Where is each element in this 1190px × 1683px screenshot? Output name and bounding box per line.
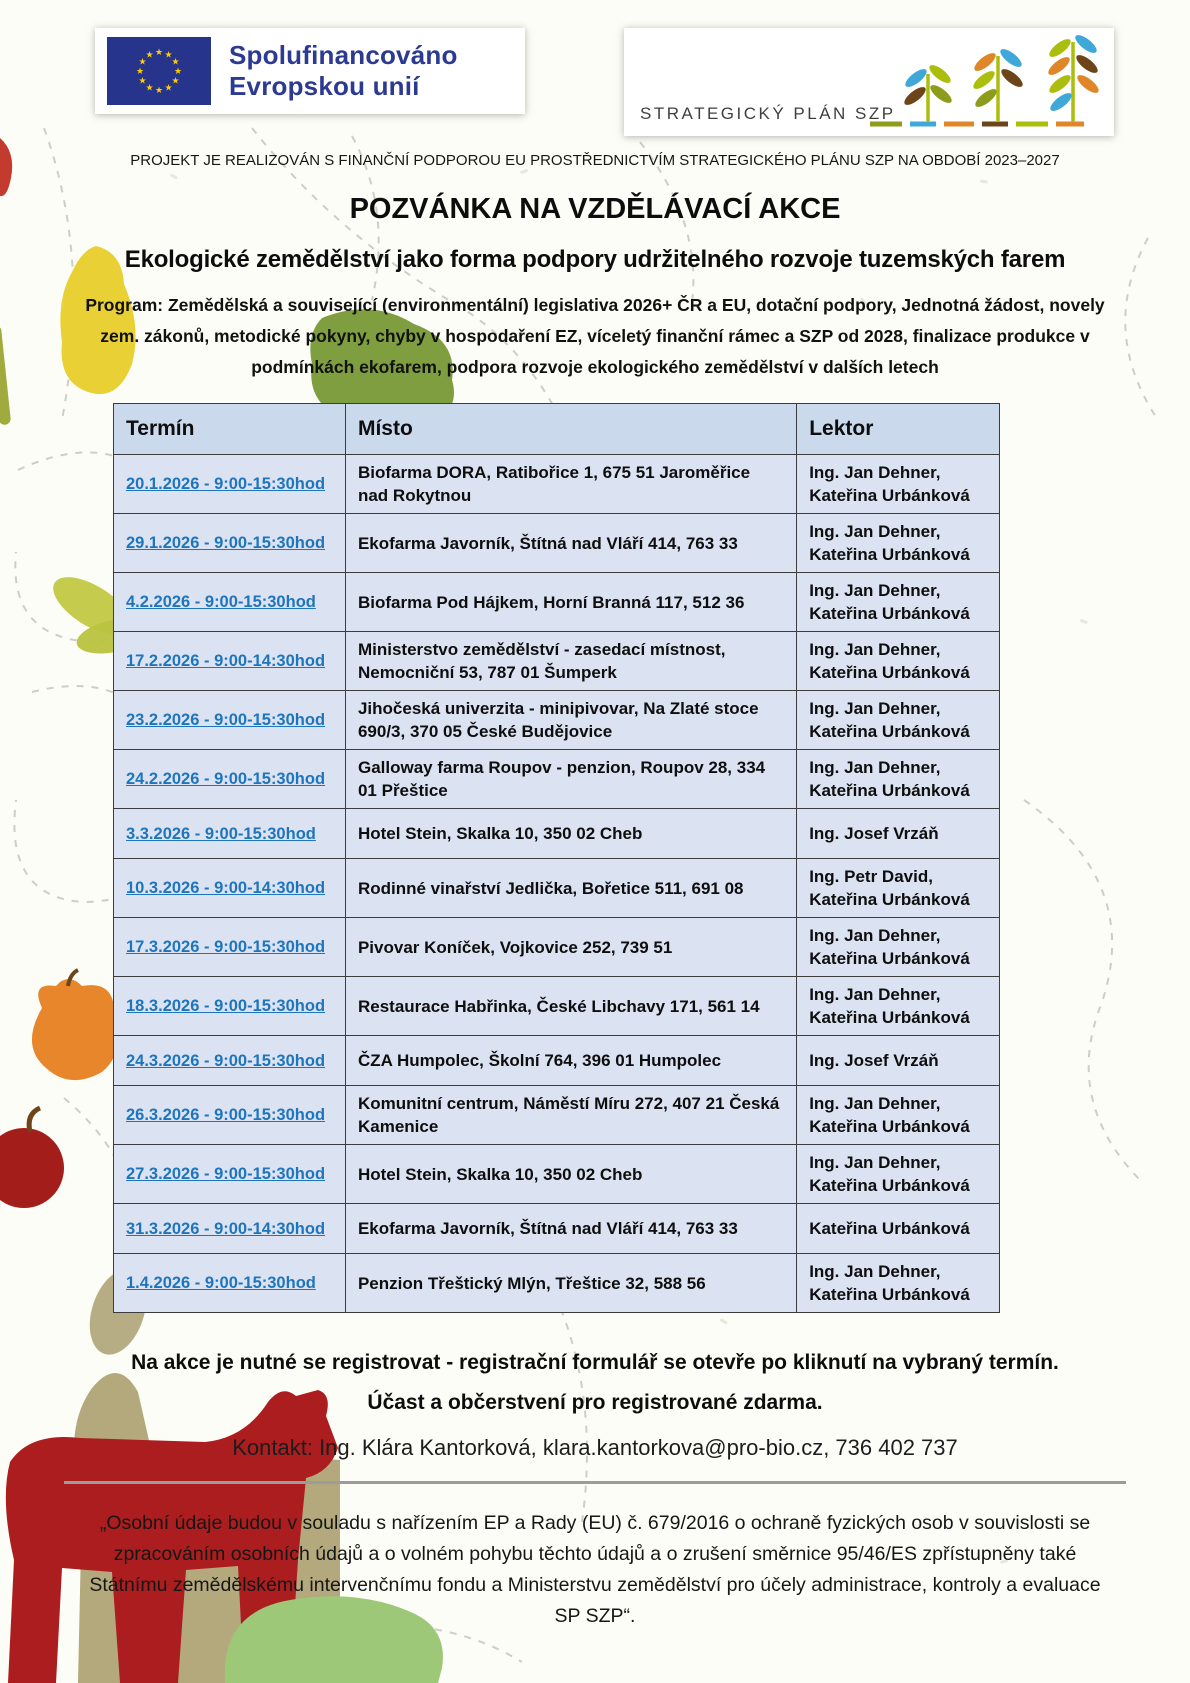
table-row: [114, 455, 1000, 514]
termin-link[interactable]: 10.3.2026 - 9:00-14:30hod: [126, 879, 326, 897]
szp-logo-label: STRATEGICKÝ PLÁN SZP: [640, 104, 896, 123]
table-row: [114, 1204, 1000, 1254]
registration-note: [0, 1343, 1190, 1423]
eu-flag-icon: [107, 37, 211, 105]
misto-cell: Pivovar Koníček, Vojkovice 252, 739 51: [345, 918, 796, 977]
misto-cell: Rodinné vinařství Jedlička, Bořetice 511, 691 08: [345, 859, 796, 918]
misto-cell: Ekofarma Javorník, Štítná nad Vláří 414, 763 33: [345, 514, 796, 573]
lektor-cell: Ing. Jan Dehner, Kateřina Urbánková: [797, 977, 1000, 1036]
szp-logo: [624, 28, 1114, 136]
misto-cell: Hotel Stein, Skalka 10, 350 02 Cheb: [345, 1145, 796, 1204]
misto-cell: Ministerstvo zemědělství - zasedací místnost, Nemocniční 53, 787 01 Šumperk: [345, 632, 796, 691]
svg-text:★: ★: [138, 76, 147, 87]
termin-cell: [114, 918, 346, 977]
table-row: [114, 1145, 1000, 1204]
lektor-cell: Ing. Josef Vrzáň: [797, 809, 1000, 859]
svg-text:★: ★: [164, 83, 173, 94]
table-row: [114, 1254, 1000, 1313]
szp-plants-icon: [868, 34, 1108, 130]
termin-link[interactable]: 27.3.2026 - 9:00-15:30hod: [126, 1165, 326, 1183]
termin-link[interactable]: 23.2.2026 - 9:00-15:30hod: [126, 711, 326, 729]
lektor-cell: Ing. Jan Dehner, Kateřina Urbánková: [797, 632, 1000, 691]
schedule-body: [114, 455, 1000, 1313]
eu-logo-line1: Spolufinancováno: [229, 40, 458, 70]
svg-text:★: ★: [171, 76, 180, 87]
column-header-termin: Termín: [114, 404, 346, 455]
svg-text:★: ★: [145, 83, 154, 94]
termin-cell: [114, 750, 346, 809]
page-subtitle: Ekologické zemědělství jako forma podpory udržitelného rozvoje tuzemských farem: [124, 246, 1066, 273]
registration-note-line2: Účast a občerstvení pro registrované zdarma.: [367, 1391, 823, 1414]
table-row: [114, 573, 1000, 632]
registration-note-line1: Na akce je nutné se registrovat - registrační formulář se otevře po kliknutí na vybraný termín.: [131, 1351, 1059, 1374]
lektor-cell: Kateřina Urbánková: [797, 1204, 1000, 1254]
termin-cell: [114, 1254, 346, 1313]
svg-text:★: ★: [138, 57, 147, 68]
column-header-misto: Místo: [345, 404, 796, 455]
lektor-cell: Ing. Jan Dehner, Kateřina Urbánková: [797, 1145, 1000, 1204]
termin-link[interactable]: 17.3.2026 - 9:00-15:30hod: [126, 938, 326, 956]
lektor-cell: Ing. Jan Dehner, Kateřina Urbánková: [797, 691, 1000, 750]
misto-cell: ČZA Humpolec, Školní 764, 396 01 Humpolec: [345, 1036, 796, 1086]
project-funding-note: PROJEKT JE REALIZOVÁN S FINANČNÍ PODPOROU EU PROSTŘEDNICTVÍM STRATEGICKÉHO PLÁNU SZP NA OBDOBÍ 2023–2027: [130, 152, 1060, 169]
termin-cell: [114, 691, 346, 750]
termin-link[interactable]: 4.2.2026 - 9:00-15:30hod: [126, 593, 316, 611]
misto-cell: Galloway farma Roupov - penzion, Roupov 28, 334 01 Přeštice: [345, 750, 796, 809]
termin-cell: [114, 573, 346, 632]
svg-text:★: ★: [173, 67, 183, 77]
termin-link[interactable]: 26.3.2026 - 9:00-15:30hod: [126, 1106, 326, 1124]
misto-cell: Hotel Stein, Skalka 10, 350 02 Cheb: [345, 809, 796, 859]
svg-text:★: ★: [171, 57, 180, 68]
lektor-cell: Ing. Jan Dehner, Kateřina Urbánková: [797, 573, 1000, 632]
termin-cell: [114, 809, 346, 859]
eu-logo-line2: Evropskou unií: [229, 71, 420, 101]
table-row: [114, 691, 1000, 750]
table-row: [114, 750, 1000, 809]
svg-text:★: ★: [135, 67, 145, 77]
termin-cell: [114, 1145, 346, 1204]
termin-link[interactable]: 17.2.2026 - 9:00-14:30hod: [126, 652, 326, 670]
lektor-cell: Ing. Jan Dehner, Kateřina Urbánková: [797, 514, 1000, 573]
misto-cell: Restaurace Habřinka, České Libchavy 171, 561 14: [345, 977, 796, 1036]
legal-text: „Osobní údaje budou v souladu s nařízením EP a Rady (EU) č. 679/2016 o ochraně fyzických osob v souvislosti se zpracováním osobních údajů a o volném pohybu těchto údajů a o zrušení směrnice 95/46/ES zpřístupněny také Státnímu zemědělskému intervenčnímu fondu a Ministerstvu zemědělství pro účely administrace, kontroly a evaluace SP SZP“.: [89, 1512, 1101, 1627]
page-title: POZVÁNKA NA VZDĚLÁVACÍ AKCE: [349, 193, 841, 225]
table-row: [114, 1036, 1000, 1086]
table-row: [114, 918, 1000, 977]
misto-cell: Jihočeská univerzita - minipivovar, Na Zlaté stoce 690/3, 370 05 České Budějovice: [345, 691, 796, 750]
termin-cell: [114, 977, 346, 1036]
lektor-cell: Ing. Jan Dehner, Kateřina Urbánková: [797, 1254, 1000, 1313]
table-row: [114, 859, 1000, 918]
termin-cell: [114, 514, 346, 573]
termin-cell: [114, 859, 346, 918]
misto-cell: Biofarma DORA, Ratibořice 1, 675 51 Jaroměřice nad Rokytnou: [345, 455, 796, 514]
eu-cofunded-logo: [95, 28, 525, 114]
svg-text:★: ★: [154, 48, 164, 58]
lektor-cell: Ing. Jan Dehner, Kateřina Urbánková: [797, 455, 1000, 514]
lektor-cell: Ing. Jan Dehner, Kateřina Urbánková: [797, 750, 1000, 809]
lektor-cell: Ing. Jan Dehner, Kateřina Urbánková: [797, 918, 1000, 977]
table-header-row: [114, 404, 1000, 455]
termin-cell: [114, 632, 346, 691]
eu-logo-text: [229, 40, 458, 102]
svg-text:★: ★: [164, 50, 173, 61]
misto-cell: Penzion Třeštický Mlýn, Třeštice 32, 588 56: [345, 1254, 796, 1313]
termin-cell: [114, 1036, 346, 1086]
program-description: Program: Zemědělská a související (environmentální) legislativa 2026+ ČR a EU, dotační podpory, Jednotná žádost, novely zem. zákonů, metodické pokyny, chyby v hospodaření EZ, víceletý finanční rámec a SZP od 2028, finalizace produkce v podmínkách ekofarem, podpora rozvoje ekologického zemědělství v dalších letech: [85, 295, 1105, 377]
termin-link[interactable]: 24.3.2026 - 9:00-15:30hod: [126, 1051, 326, 1070]
termin-link[interactable]: 20.1.2026 - 9:00-15:30hod: [126, 475, 326, 493]
misto-cell: Biofarma Pod Hájkem, Horní Branná 117, 512 36: [345, 573, 796, 632]
termin-cell: [114, 1204, 346, 1254]
table-row: [114, 1086, 1000, 1145]
svg-text:★: ★: [145, 50, 154, 61]
termin-cell: [114, 455, 346, 514]
svg-text:★: ★: [154, 86, 164, 96]
lektor-cell: Ing. Jan Dehner, Kateřina Urbánková: [797, 1086, 1000, 1145]
contact-line: Kontakt: Ing. Klára Kantorková, klara.kantorkova@pro-bio.cz, 736 402 737: [232, 1435, 958, 1460]
table-row: [114, 514, 1000, 573]
table-row: [114, 809, 1000, 859]
logo-header: [0, 0, 1190, 136]
termin-cell: [114, 1086, 346, 1145]
schedule-table: [113, 403, 1000, 1313]
misto-cell: Ekofarma Javorník, Štítná nad Vláří 414, 763 33: [345, 1204, 796, 1254]
lektor-cell: Ing. Petr David, Kateřina Urbánková: [797, 859, 1000, 918]
footer-divider: [64, 1481, 1126, 1484]
termin-link[interactable]: 29.1.2026 - 9:00-15:30hod: [126, 534, 326, 552]
table-row: [114, 632, 1000, 691]
misto-cell: Komunitní centrum, Náměstí Míru 272, 407 21 Česká Kamenice: [345, 1086, 796, 1145]
termin-link[interactable]: 18.3.2026 - 9:00-15:30hod: [126, 997, 326, 1015]
termin-link[interactable]: 1.4.2026 - 9:00-15:30hod: [126, 1274, 316, 1292]
table-row: [114, 977, 1000, 1036]
column-header-lektor: Lektor: [797, 404, 1000, 455]
lektor-cell: Ing. Josef Vrzáň: [797, 1036, 1000, 1086]
termin-link[interactable]: 24.2.2026 - 9:00-15:30hod: [126, 770, 326, 788]
termin-link[interactable]: 31.3.2026 - 9:00-14:30hod: [126, 1219, 326, 1238]
termin-link[interactable]: 3.3.2026 - 9:00-15:30hod: [126, 824, 316, 843]
